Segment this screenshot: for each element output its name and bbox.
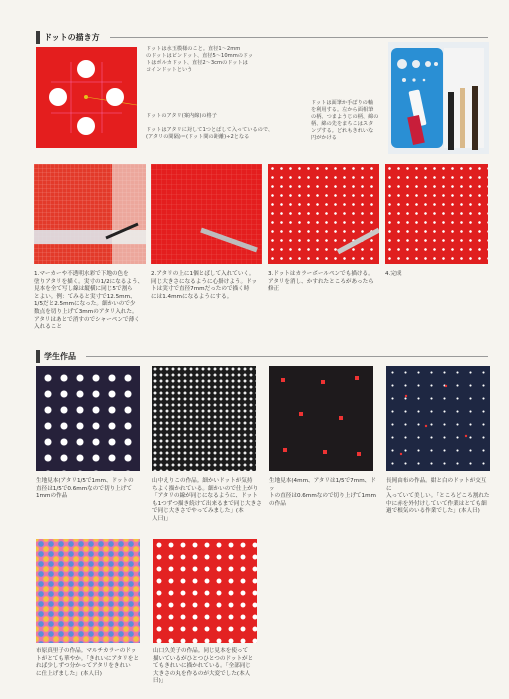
text-line: を利用する。左から面相筆 xyxy=(311,107,374,113)
step1-illustration xyxy=(34,164,146,264)
text-line: の柄、つまようじの柄、綿の xyxy=(311,114,379,120)
work4-caption xyxy=(386,478,492,516)
text-line: 見本を全て写し線は縦横に同じ5で割ら xyxy=(34,286,133,293)
section-title: 学生作品 xyxy=(36,350,80,363)
text-line: 市原真里子の作品。マルチカラーのドッ xyxy=(36,648,137,654)
text-line: 修正 xyxy=(268,286,280,293)
text-line: 塗りアタリを描く。実寸の1/2になるよう、 xyxy=(34,278,144,285)
work3-caption xyxy=(269,478,381,508)
text-line: 柄、綿の先をまちこはスタ xyxy=(311,121,374,127)
text-line: ドットは面筆か手ぼりの軸 xyxy=(311,100,374,106)
text-line: 1mmの作品 xyxy=(36,493,68,500)
tools-illustration xyxy=(388,42,489,154)
text-line: アタリを消し、かすれたところがあったら xyxy=(268,278,374,285)
work2-caption xyxy=(152,478,264,524)
text-line: 1.マーカーや不透明水彩で下地の色を xyxy=(34,271,129,277)
step4-caption xyxy=(385,271,485,279)
tools-description xyxy=(311,100,391,142)
work4-swatch xyxy=(386,366,490,471)
step2-caption xyxy=(151,271,265,301)
dot-grid-diagram xyxy=(36,47,137,148)
text-line: 数点を切り上げて3mmのアタリ入れた。 xyxy=(34,308,138,315)
text-line: 円がかける xyxy=(311,135,337,141)
text-line: 同じ大きさになるように心掛けよう。ドッ xyxy=(151,278,258,285)
text-line: 生地見本(4mm、アタリは1/5で7mm、ドッ xyxy=(269,478,376,492)
text-line: コインドットという xyxy=(146,67,193,73)
step1-photo xyxy=(34,164,146,264)
text-line: 生地見本(アタリ1/5で1mm、ドットの xyxy=(36,478,134,484)
text-line: のドットはピンドット、直径5〜10mmのドッ xyxy=(146,53,254,59)
text-line: トがとても華やか。「きれいにアタリをと xyxy=(36,655,140,662)
text-line: 直径は1/5で0.6mmなので切り上げて xyxy=(36,485,132,492)
text-line: 曰)」 xyxy=(153,678,167,685)
text-line: の作品 xyxy=(269,500,286,507)
section-header-student-works xyxy=(36,350,488,362)
text-line: 中に赤を外付けしていて作業はとても細 xyxy=(386,500,487,507)
text-line: ドットはアタリに対して1つとばして入っているので、 xyxy=(146,127,274,133)
text-line: も1つずつ描き続けて出来るまで同じ大きさ xyxy=(152,500,262,507)
text-line: 入っていて美しい。「ところどころ割れた xyxy=(386,493,490,500)
text-line: 4.完成 xyxy=(385,271,402,277)
guide-label: ドットのアタリ(案内線)の格子 xyxy=(146,113,217,119)
text-line: ンプする。どれもきれいな xyxy=(311,128,374,134)
text-line: 人曰)」 xyxy=(152,515,171,522)
step4-photo xyxy=(385,164,488,264)
work1-swatch xyxy=(36,366,140,471)
text-line: 1/5だと2.5mmになった。細かいので少 xyxy=(34,301,136,308)
work6-caption xyxy=(153,648,265,686)
text-line: には1.4mmになるようにする。 xyxy=(151,293,233,300)
text-line: 大きさの丸を作るのが大変でした(本人 xyxy=(153,670,251,677)
text-line: 2.アタリの上に1個とばして入れていく。 xyxy=(151,271,255,277)
text-line: ちよく描かれている。細かいので仕上がり xyxy=(152,485,259,492)
section-title: ドットの描き方 xyxy=(36,31,104,44)
text-line: 3.ドットはカラーボールペンでも描ける。 xyxy=(268,271,374,277)
work3-swatch xyxy=(269,366,373,471)
step3-photo xyxy=(268,164,379,264)
text-line: 山中えりこの作品。細かいドットが気持 xyxy=(152,478,253,484)
work5-swatch xyxy=(36,539,140,643)
step3-illustration xyxy=(268,164,379,264)
text-line: 長岡由布の作品。紺と白のドットが交互に xyxy=(386,478,487,492)
text-line: 過で根気のいる作業でした」(本人曰) xyxy=(386,508,480,515)
text-line: れば少しずつ分かってアタリをきれい xyxy=(36,663,131,670)
dot-definition-text xyxy=(146,46,276,74)
text-line: で同じ大きさでやってみました」(本 xyxy=(152,508,244,515)
work4-dots xyxy=(386,366,490,471)
text-line: アタリはあとで消すのでシャーペンで薄く xyxy=(34,316,140,323)
text-line: ドットは水玉模様のこと。直径1〜2mm xyxy=(146,46,241,52)
step2-illustration xyxy=(151,164,262,264)
text-line: 描いているがひとつひとつのドットがと xyxy=(153,655,254,662)
text-line: とよい。例：てみると実寸で12.5mm、 xyxy=(34,293,136,300)
work6-swatch xyxy=(153,539,257,643)
step3-caption xyxy=(268,271,382,294)
text-line: トの直径は0.6mmなので切り上げて1mm xyxy=(269,493,376,500)
work1-caption xyxy=(36,478,148,501)
work5-caption xyxy=(36,648,148,678)
work2-swatch xyxy=(152,366,256,471)
text-line: に仕上げました」(本人曰) xyxy=(36,670,102,677)
text-line: トは実寸で直径7mmだったので描く時 xyxy=(151,286,250,293)
work3-dots xyxy=(269,366,373,471)
step1-caption xyxy=(34,271,148,332)
text-line: てもきれいに描かれている。「全部同じ xyxy=(153,663,251,670)
divider xyxy=(110,37,488,38)
divider xyxy=(86,356,488,357)
text-line: トはポルカドット、直径2〜3cmのドットは xyxy=(146,60,248,66)
text-line: 山口久美子の作品。同じ見本を使って xyxy=(153,648,249,654)
tools-photo xyxy=(388,42,489,154)
text-line: (アタリの間隔)＝(ドット間の距離)÷2となる xyxy=(146,134,250,140)
text-line: 入れること xyxy=(34,324,62,331)
step2-photo xyxy=(151,164,262,264)
text-line: 「アタリの線が同じになるように、ドット xyxy=(152,493,258,500)
dot-diagram xyxy=(36,47,137,148)
guide-description xyxy=(146,127,316,141)
